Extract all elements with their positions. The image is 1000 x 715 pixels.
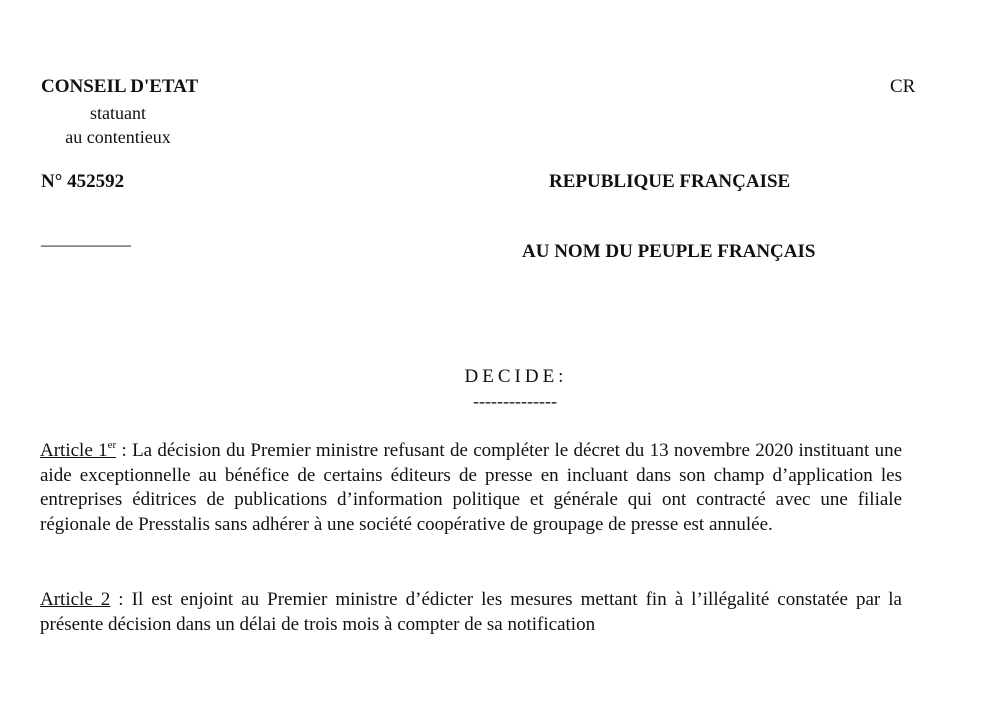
article-1-separator: : (116, 440, 133, 461)
article-2-text: Il est enjoint au Premier ministre d’édicter les mesures mettant fin à l’illégalité constatée par la présente décision dans un délai de trois mois à compter de sa notification (40, 589, 902, 635)
decision-heading-rule: -------------- (473, 391, 557, 411)
article-1-label-sup: er (107, 439, 117, 451)
people-heading: AU NOM DU PEUPLE FRANÇAIS (522, 241, 816, 262)
rapporteur-initials: CR (890, 76, 916, 97)
article-1-text: La décision du Premier ministre refusant de compléter le décret du 13 novembre 2020 instituant une aide exceptionnelle au bénéfice de certains éditeurs de presse en incluant dans son champ d’application les entreprises éditrices de publications d’information politique et générale qui ont contracté avec une filiale régionale de Presstalis sans adhérer à une société coopérative de groupage de presse est annulée. (40, 440, 902, 535)
article-1 (40, 439, 902, 537)
court-subtitle (41, 101, 195, 149)
article-2-separator: : (110, 589, 132, 610)
article-2-label: Article 2 (40, 589, 111, 610)
separator-line: __________ (41, 228, 131, 248)
court-subtitle-line1: statuant (90, 103, 146, 123)
case-number: N° 452592 (41, 171, 125, 192)
article-2 (40, 588, 902, 637)
decision-heading: DECIDE: (464, 366, 568, 387)
court-subtitle-line2: au contentieux (65, 127, 171, 147)
republic-heading: REPUBLIQUE FRANÇAISE (549, 171, 791, 192)
article-1-label: Article 1er (40, 439, 117, 461)
court-name: CONSEIL D'ETAT (41, 76, 199, 97)
